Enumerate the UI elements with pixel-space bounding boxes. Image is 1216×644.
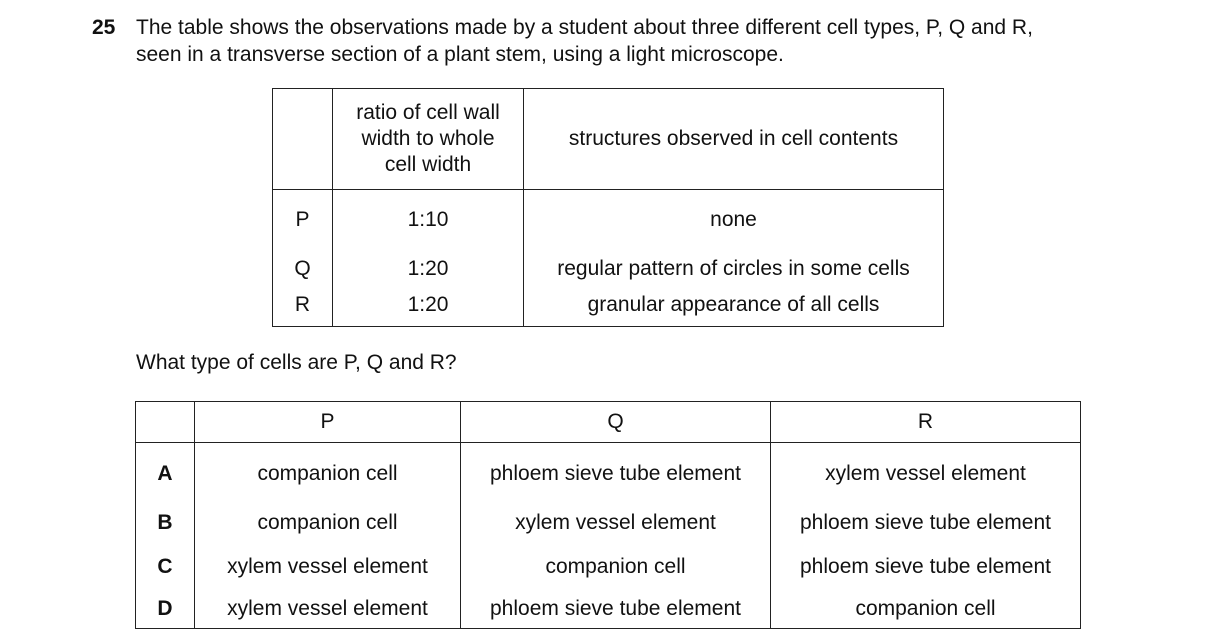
ratio-header-line-3: cell width (384, 153, 472, 176)
answer-header-empty (136, 402, 195, 443)
cell-structures: granular appearance of all cells (524, 290, 944, 327)
cell-label: R (273, 290, 333, 327)
observation-header-structures: structures observed in cell contents (524, 89, 944, 190)
option-r: xylem vessel element (771, 443, 1081, 502)
option-r: phloem sieve tube element (771, 501, 1081, 545)
question-line-2: seen in a transverse section of a plant stem, using a light microscope. (136, 43, 784, 66)
option-p: companion cell (195, 501, 461, 545)
observation-header-row (273, 89, 944, 190)
option-r: companion cell (771, 589, 1081, 629)
question-line-1: The table shows the observations made by a student about three different cell types, P, Q and R, (136, 16, 1033, 39)
answer-table (135, 401, 1081, 629)
cell-structures: regular pattern of circles in some cells (524, 248, 944, 290)
option-q: xylem vessel element (461, 501, 771, 545)
answer-prompt: What type of cells are P, Q and R? (136, 351, 457, 374)
table-row (273, 290, 944, 327)
option-p: xylem vessel element (195, 589, 461, 629)
option-letter: D (136, 589, 195, 629)
answer-option-a[interactable] (136, 443, 1081, 502)
ratio-header-line-2: width to whole (361, 127, 495, 150)
option-p: companion cell (195, 443, 461, 502)
cell-label: Q (273, 248, 333, 290)
option-letter: B (136, 501, 195, 545)
question-text (136, 14, 1196, 68)
answer-header-r: R (771, 402, 1081, 443)
option-letter: C (136, 545, 195, 589)
cell-structures: none (524, 190, 944, 249)
ratio-header-line-1: ratio of cell wall (356, 101, 500, 124)
answer-header-q: Q (461, 402, 771, 443)
observation-table (272, 88, 944, 327)
option-q: phloem sieve tube element (461, 443, 771, 502)
answer-option-d[interactable] (136, 589, 1081, 629)
cell-label: P (273, 190, 333, 249)
option-letter: A (136, 443, 195, 502)
cell-ratio: 1:20 (333, 248, 524, 290)
answer-header-row (136, 402, 1081, 443)
table-row (273, 248, 944, 290)
table-row (273, 190, 944, 249)
observation-header-empty (273, 89, 333, 190)
answer-option-b[interactable] (136, 501, 1081, 545)
cell-ratio: 1:20 (333, 290, 524, 327)
observation-header-ratio (333, 89, 524, 190)
cell-ratio: 1:10 (333, 190, 524, 249)
answer-header-p: P (195, 402, 461, 443)
option-q: companion cell (461, 545, 771, 589)
option-p: xylem vessel element (195, 545, 461, 589)
question-number: 25 (92, 16, 116, 39)
answer-option-c[interactable] (136, 545, 1081, 589)
option-q: phloem sieve tube element (461, 589, 771, 629)
option-r: phloem sieve tube element (771, 545, 1081, 589)
